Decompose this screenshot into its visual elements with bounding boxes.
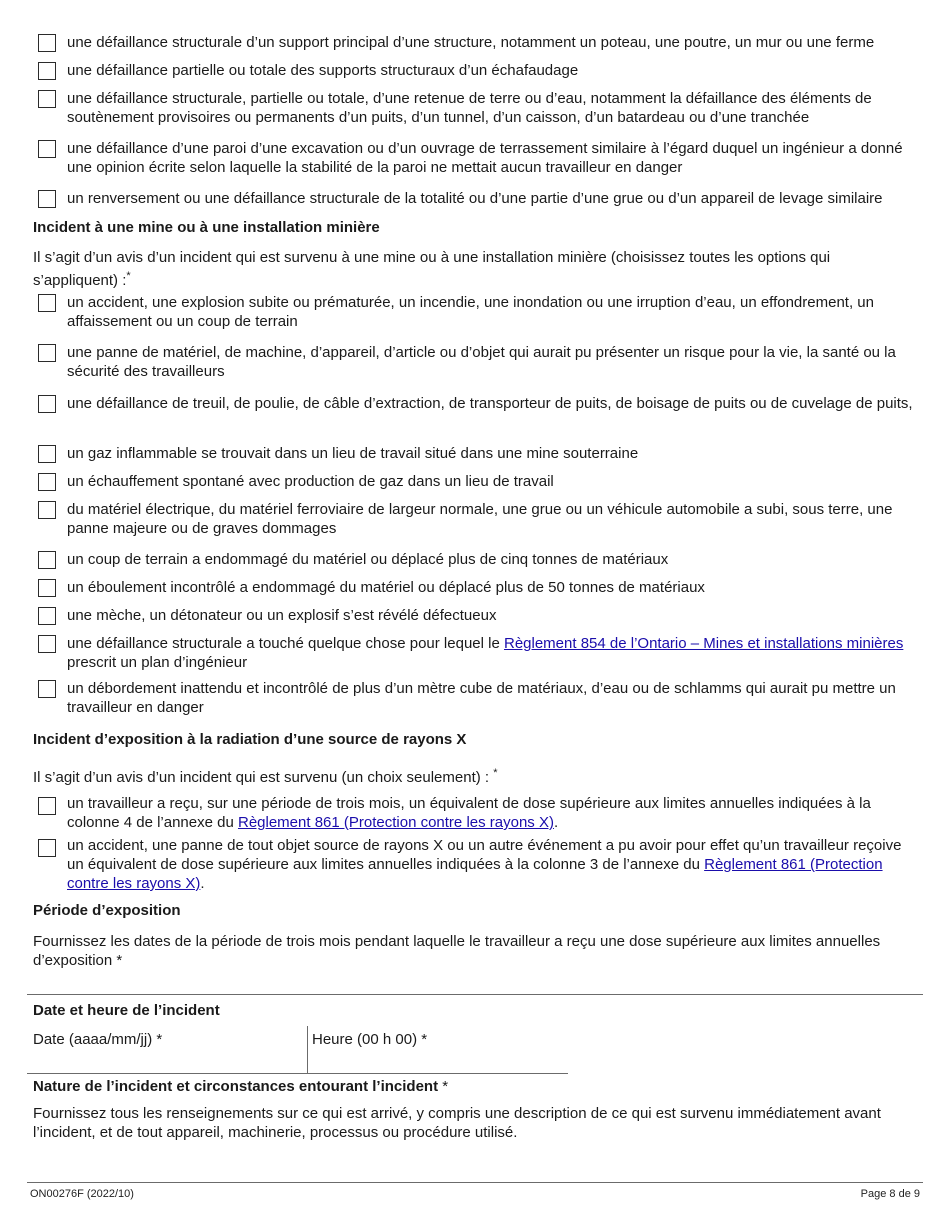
regulation-854-link[interactable]: Règlement 854 de l’Ontario – Mines et installations minières: [503, 635, 904, 652]
checkbox-label: une défaillance d’une paroi d’une excavation ou d’un ouvrage de terrassement similaire à l’égard duquel un ingénieur a donné une opinion écrite selon laquelle la stabilité de la paroi ne mettait aucun travailleur en danger: [67, 140, 903, 176]
checkbox-label: une défaillance partielle ou totale des supports structuraux d’un échafaudage: [67, 62, 579, 79]
nature-text: Fournissez tous les renseignements sur ce qui est arrivé, y compris une description de ce qui est survenu immédiatement avant l’incident, et de tout appareil, machinerie, processus ou procédure utilisé.: [33, 1105, 881, 1141]
checkbox[interactable]: [38, 90, 56, 108]
checkbox-label: une défaillance de treuil, de poulie, de câble d’extraction, de transporteur de puits, de boisage de puits ou de cuvelage de puits,: [67, 395, 913, 412]
checkbox-row[interactable]: [38, 343, 918, 381]
checkbox-row[interactable]: [38, 634, 918, 672]
checkbox-row[interactable]: [38, 606, 918, 625]
checkbox[interactable]: [38, 635, 56, 653]
date-input[interactable]: [33, 1046, 305, 1072]
checkbox[interactable]: [38, 190, 56, 208]
checkbox-row[interactable]: [38, 394, 918, 413]
checkbox-label: une défaillance structurale a touché quelque chose pour lequel le Règlement 854 de l’Ontario – Mines et installations minières prescrit un plan d’ingénieur: [67, 635, 904, 671]
checkbox[interactable]: [38, 680, 56, 698]
checkbox-label: un travailleur a reçu, sur une période de trois mois, un équivalent de dose supérieure aux limites annuelles indiquées à la colonne 4 de l’annexe du Règlement 861 (Protection contre les rayons X).: [67, 795, 871, 831]
required-mark: *: [493, 767, 498, 779]
checkbox[interactable]: [38, 445, 56, 463]
checkbox-row[interactable]: [38, 472, 918, 491]
checkbox[interactable]: [38, 34, 56, 52]
checkbox[interactable]: [38, 395, 56, 413]
checkbox-label: un accident, une panne de tout objet source de rayons X ou un autre événement a pu avoir pour effet qu’un travailleur reçoive un équivalent de dose supérieure aux limites annuelles indiquées à la colonne 3 de l’annexe du Règlement 861 (Protection contre les rayons X).: [67, 837, 902, 892]
regulation-861-link[interactable]: Règlement 861 (Protection contre les rayons X): [67, 856, 883, 892]
required-mark: *: [126, 270, 131, 282]
page-number: Page 8 de 9: [860, 1188, 920, 1200]
checkbox[interactable]: [38, 551, 56, 569]
checkbox-label: une mèche, un détonateur ou un explosif s’est révélé défectueux: [67, 607, 497, 624]
checkbox-row[interactable]: [38, 500, 918, 538]
section-heading-exposure: Période d’exposition: [33, 902, 181, 919]
checkbox-label: un éboulement incontrôlé a endommagé du matériel ou déplacé plus de 50 tonnes de matériaux: [67, 579, 705, 596]
checkbox-row[interactable]: [38, 679, 918, 717]
section-heading-datetime: Date et heure de l’incident: [33, 1002, 220, 1019]
checkbox-label: un gaz inflammable se trouvait dans un lieu de travail situé dans une mine souterraine: [67, 445, 639, 462]
checkbox[interactable]: [38, 473, 56, 491]
checkbox-row[interactable]: [38, 794, 918, 832]
form-code: ON00276F (2022/10): [30, 1188, 134, 1200]
section-heading-xray: Incident d’exposition à la radiation d’une source de rayons X: [33, 731, 467, 748]
checkbox-label: un coup de terrain a endommagé du matériel ou déplacé plus de cinq tonnes de matériaux: [67, 551, 669, 568]
checkbox[interactable]: [38, 797, 56, 815]
section-heading-nature: Nature de l’incident et circonstances entourant l’incident *: [33, 1078, 449, 1095]
required-mark: *: [442, 1078, 449, 1095]
footer-divider: [27, 1182, 923, 1183]
checkbox-label: du matériel électrique, du matériel ferroviaire de largeur normale, une grue ou un véhicule automobile a subi, sous terre, une panne majeure ou de graves dommages: [67, 501, 893, 537]
checkbox-label: un renversement ou une défaillance structurale de la totalité ou d’une partie d’une grue ou d’un appareil de levage similaire: [67, 190, 883, 207]
checkbox[interactable]: [38, 62, 56, 80]
regulation-861-link[interactable]: Règlement 861 (Protection contre les rayons X): [237, 814, 554, 831]
checkbox-label: un échauffement spontané avec production de gaz dans un lieu de travail: [67, 473, 554, 490]
xray-intro: Il s’agit d’un avis d’un incident qui est survenu (un choix seulement) : *: [33, 767, 498, 786]
checkbox-row[interactable]: [38, 61, 918, 80]
checkbox-label: une défaillance structurale d’un support principal d’une structure, notamment un poteau, une poutre, un mur ou une ferme: [67, 34, 875, 51]
divider: [27, 994, 923, 995]
time-input[interactable]: [312, 1046, 566, 1072]
checkbox-label: un débordement inattendu et incontrôlé de plus d’un mètre cube de matériaux, d’eau ou de schlamms qui aurait pu mettre un travailleur en danger: [67, 680, 896, 716]
time-field-label: Heure (00 h 00) *: [312, 1031, 428, 1048]
checkbox-row[interactable]: [38, 189, 918, 208]
checkbox-row[interactable]: [38, 89, 918, 127]
checkbox-row[interactable]: [38, 836, 918, 893]
section-heading-mine: Incident à une mine ou à une installation minière: [33, 219, 380, 236]
checkbox[interactable]: [38, 579, 56, 597]
checkbox[interactable]: [38, 839, 56, 857]
exposure-text: Fournissez les dates de la période de trois mois pendant laquelle le travailleur a reçu une dose supérieure aux limites annuelles d’exposition *: [33, 933, 881, 969]
checkbox[interactable]: [38, 294, 56, 312]
field-divider: [307, 1026, 308, 1073]
checkbox-row[interactable]: [38, 33, 918, 52]
checkbox-label: une défaillance structurale, partielle ou totale, d’une retenue de terre ou d’eau, notamment la défaillance des éléments de soutènement provisoires ou permanents d’un puits, d’un tunnel, d’un caisson, d’un batardeau ou d’une tranchée: [67, 90, 872, 126]
checkbox[interactable]: [38, 140, 56, 158]
checkbox[interactable]: [38, 344, 56, 362]
checkbox-row[interactable]: [38, 578, 918, 597]
field-bottom-border: [27, 1073, 568, 1074]
checkbox[interactable]: [38, 607, 56, 625]
checkbox-row[interactable]: [38, 550, 918, 569]
checkbox-label: un accident, une explosion subite ou prématurée, un incendie, une inondation ou une irruption d’eau, un effondrement, un affaissement ou un coup de terrain: [67, 294, 874, 330]
date-field-label: Date (aaaa/mm/jj) *: [33, 1031, 163, 1048]
checkbox-row[interactable]: [38, 139, 918, 177]
checkbox-label: une panne de matériel, de machine, d’appareil, d’article ou d’objet qui aurait pu présenter un risque pour la vie, la santé ou la sécurité des travailleurs: [67, 344, 896, 380]
checkbox-row[interactable]: [38, 444, 918, 463]
mine-intro: Il s’agit d’un avis d’un incident qui est survenu à une mine ou à une installation minière (choisissez toutes les options qui s’appliquent) :*: [33, 249, 831, 289]
checkbox[interactable]: [38, 501, 56, 519]
checkbox-row[interactable]: [38, 293, 918, 331]
